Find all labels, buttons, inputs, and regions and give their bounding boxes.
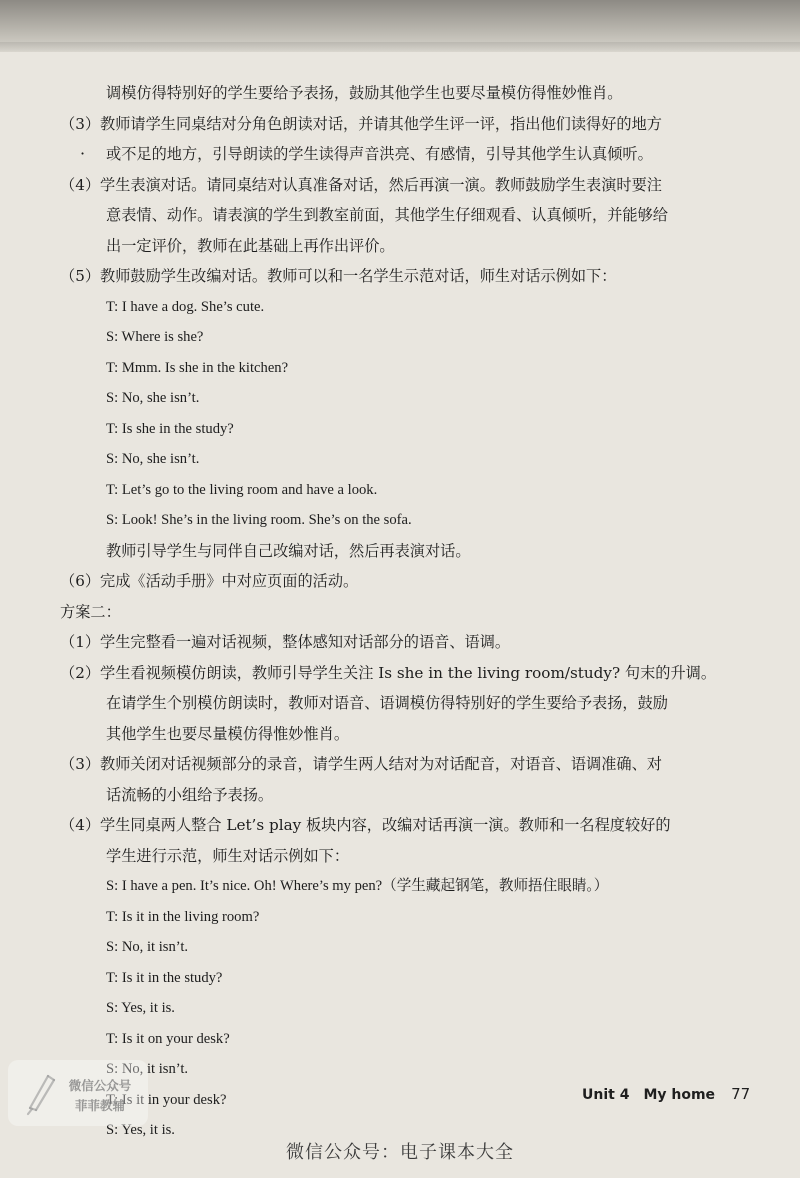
text-line [60, 688, 760, 719]
line-text: S: Yes, it is. [106, 1000, 175, 1016]
line-text: S: Yes, it is. [106, 1122, 175, 1138]
dialogue-line [60, 993, 760, 1024]
dialogue-line [60, 505, 760, 536]
line-text: 学生进行示范，师生对话示例如下： [106, 846, 349, 865]
line-text: （3）教师请学生同桌结对分角色朗读对话，并请其他学生评一评，指出他们读得好的地方 [60, 114, 662, 133]
text-line [60, 627, 760, 658]
watermark-logo [8, 1060, 148, 1126]
dialogue-line [60, 963, 760, 994]
line-text: S: Where is she? [106, 329, 204, 345]
line-text: 教师引导学生与同伴自己改编对话，然后再表演对话。 [106, 541, 471, 560]
line-text: 在请学生个别模仿朗读时，教师对语音、语调模仿得特别好的学生要给予表扬，鼓励 [106, 694, 668, 712]
line-text: （6）完成《活动手册》中对应页面的活动。 [60, 572, 359, 590]
line-text: （5）教师鼓励学生改编对话。教师可以和一名学生示范对话，师生对话示例如下： [60, 267, 617, 285]
line-text: T: Mmm. Is she in the kitchen? [106, 359, 289, 376]
footer-title: My home [643, 1087, 716, 1103]
dialogue-line [60, 475, 760, 506]
dialogue-line [60, 383, 760, 414]
top-illustration-band [0, 0, 800, 52]
line-text: S: Look! She’s in the living room. She’s on the sofa. [106, 512, 412, 528]
line-text: T: Is she in the study? [106, 420, 234, 437]
line-text: S: No, she isn’t. [106, 451, 200, 467]
text-line [60, 78, 760, 109]
line-text: 方案二： [60, 602, 121, 621]
line-text: T: Is it in your desk? [106, 1091, 227, 1108]
dialogue-line [60, 1054, 760, 1085]
dialogue-line [60, 902, 760, 933]
text-line [60, 841, 760, 872]
text-line [60, 536, 760, 567]
dialogue-line [60, 414, 760, 445]
line-text: 其他学生也要尽量模仿得惟妙惟肖。 [106, 724, 349, 743]
dialogue-line [60, 444, 760, 475]
text-line [60, 170, 760, 201]
text-line [60, 749, 760, 780]
text-line [60, 780, 760, 811]
line-text: （2）学生看视频模仿朗读，教师引导学生关注 Is she in the living room/study? 句末的升调。 [60, 663, 717, 682]
line-text: S: No, it isn’t. [106, 939, 189, 955]
line-text: （4）学生同桌两人整合 Let’s play 板块内容，改编对话再演一演。教师和一名程度较好的 [60, 816, 671, 834]
watermark-line2: 菲菲教辅 [74, 1098, 125, 1113]
line-text: 出一定评价，教师在此基础上再作出评价。 [106, 236, 395, 255]
text-line [60, 261, 760, 292]
dialogue-line [60, 871, 760, 902]
page-body [60, 78, 760, 1146]
line-text: T: Is it in the living room? [106, 908, 260, 925]
line-text: 话流畅的小组给予表扬。 [106, 785, 274, 804]
line-text: T: Let’s go to the living room and have a look. [106, 481, 378, 498]
dialogue-line [60, 1024, 760, 1055]
page-number: 77 [731, 1085, 751, 1103]
margin-dot: · [80, 144, 86, 163]
text-line [60, 719, 760, 750]
dialogue-line [60, 322, 760, 353]
dialogue-line [60, 932, 760, 963]
text-line [60, 200, 760, 231]
dialogue-line [60, 353, 760, 384]
line-text: （3）教师关闭对话视频部分的录音，请学生两人结对为对话配音，对语音、语调准确、对 [60, 755, 662, 773]
line-text: S: No, she isn’t. [106, 390, 200, 406]
text-line [60, 597, 760, 628]
line-text: S: No, it isn’t. [106, 1061, 189, 1077]
bottom-caption: 微信公众号：电子课本大全 [286, 1142, 514, 1163]
line-text: （1）学生完整看一遍对话视频，整体感知对话部分的语音、语调。 [60, 633, 511, 651]
text-line [60, 231, 760, 262]
watermark-line1: 微信公众号 [68, 1078, 132, 1093]
line-text: T: I have a dog. She’s cute. [106, 298, 265, 315]
line-text: 调模仿得特别好的学生要给予表扬，鼓励其他学生也要尽量模仿得惟妙惟肖。 [106, 84, 623, 102]
line-text: （4）学生表演对话。请同桌结对认真准备对话，然后再演一演。教师鼓励学生表演时要注 [60, 175, 662, 194]
line-text: 意表情、动作。请表演的学生到教室前面，其他学生仔细观看、认真倾听，并能够给 [106, 206, 668, 224]
text-line [60, 658, 760, 689]
text-line [60, 139, 760, 170]
line-text: 或不足的地方，引导朗读的学生读得声音洪亮、有感情，引导其他学生认真倾听。 [106, 145, 653, 163]
footer-unit: Unit 4 [582, 1087, 630, 1103]
page-footer [582, 1085, 750, 1103]
text-line [60, 109, 760, 140]
line-text: S: I have a pen. It’s nice. Oh! Where’s my pen?（学生藏起钢笔，教师捂住眼睛。） [106, 878, 609, 894]
line-text: T: Is it in the study? [106, 969, 223, 986]
text-line [60, 566, 760, 597]
text-line [60, 810, 760, 841]
dialogue-line [60, 292, 760, 323]
line-text: T: Is it on your desk? [106, 1030, 230, 1047]
